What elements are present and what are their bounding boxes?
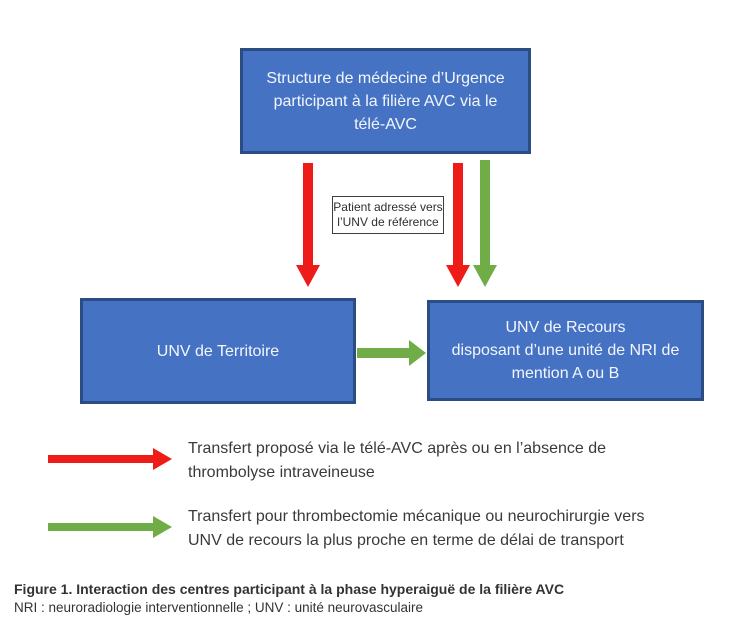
arrow-shaft [303, 163, 313, 265]
arrow-shaft [357, 348, 409, 358]
legend-red-text-line-2: thrombolyse intraveineuse [188, 463, 375, 481]
referral-label-line-1: Patient adressé vers [333, 199, 443, 214]
node-emergency-line-3: télé-AVC [354, 115, 417, 133]
arrow-shaft [48, 455, 153, 463]
arrow-head [296, 265, 320, 287]
green-right-arrow [357, 340, 426, 366]
red-down-arrow-right [446, 163, 470, 287]
referral-label-box [332, 196, 444, 234]
legend-green-text [188, 505, 728, 552]
node-recours-line-2: disposant d’une unité de NRI de [451, 342, 680, 359]
referral-label-line-2: l’UNV de référence [337, 215, 439, 229]
legend-red-text [188, 437, 728, 484]
node-territory-label: UNV de Territoire [156, 342, 280, 360]
arrow-head [409, 340, 426, 366]
node-recours-line-3: mention A ou B [511, 365, 620, 382]
legend-green-arrow [48, 516, 172, 538]
arrow-head [446, 265, 470, 287]
arrow-head [153, 516, 172, 538]
figure-caption-abbreviations: NRI : neuroradiologie interventionnelle ; UNV : unité neurovasculaire [14, 600, 423, 615]
node-emergency-line-2: participant à la filière AVC via le [273, 92, 498, 110]
arrow-shaft [48, 523, 153, 531]
arrow-head [473, 265, 497, 287]
legend-red-arrow [48, 448, 172, 470]
node-emergency [240, 48, 531, 154]
legend-red-text-line-1: Transfert proposé via le télé-AVC après ou en l’absence de [188, 440, 607, 457]
red-down-arrow-left [296, 163, 320, 287]
arrow-shaft [480, 160, 490, 265]
arrow-shaft [453, 163, 463, 265]
node-recours [427, 300, 704, 401]
node-recours-line-1: UNV de Recours [505, 319, 626, 336]
legend-green-text-line-1: Transfert pour thrombectomie mécanique ou neurochirurgie vers [188, 508, 645, 525]
figure-caption-title: Figure 1. Interaction des centres participant à la phase hyperaiguë de la filière AVC [14, 581, 565, 597]
node-territory [80, 298, 356, 404]
node-emergency-line-1: Structure de médecine d’Urgence [266, 69, 505, 87]
green-down-arrow [473, 160, 497, 287]
legend-green-text-line-2: UNV de recours la plus proche en terme de délai de transport [188, 531, 624, 549]
arrow-head [153, 448, 172, 470]
